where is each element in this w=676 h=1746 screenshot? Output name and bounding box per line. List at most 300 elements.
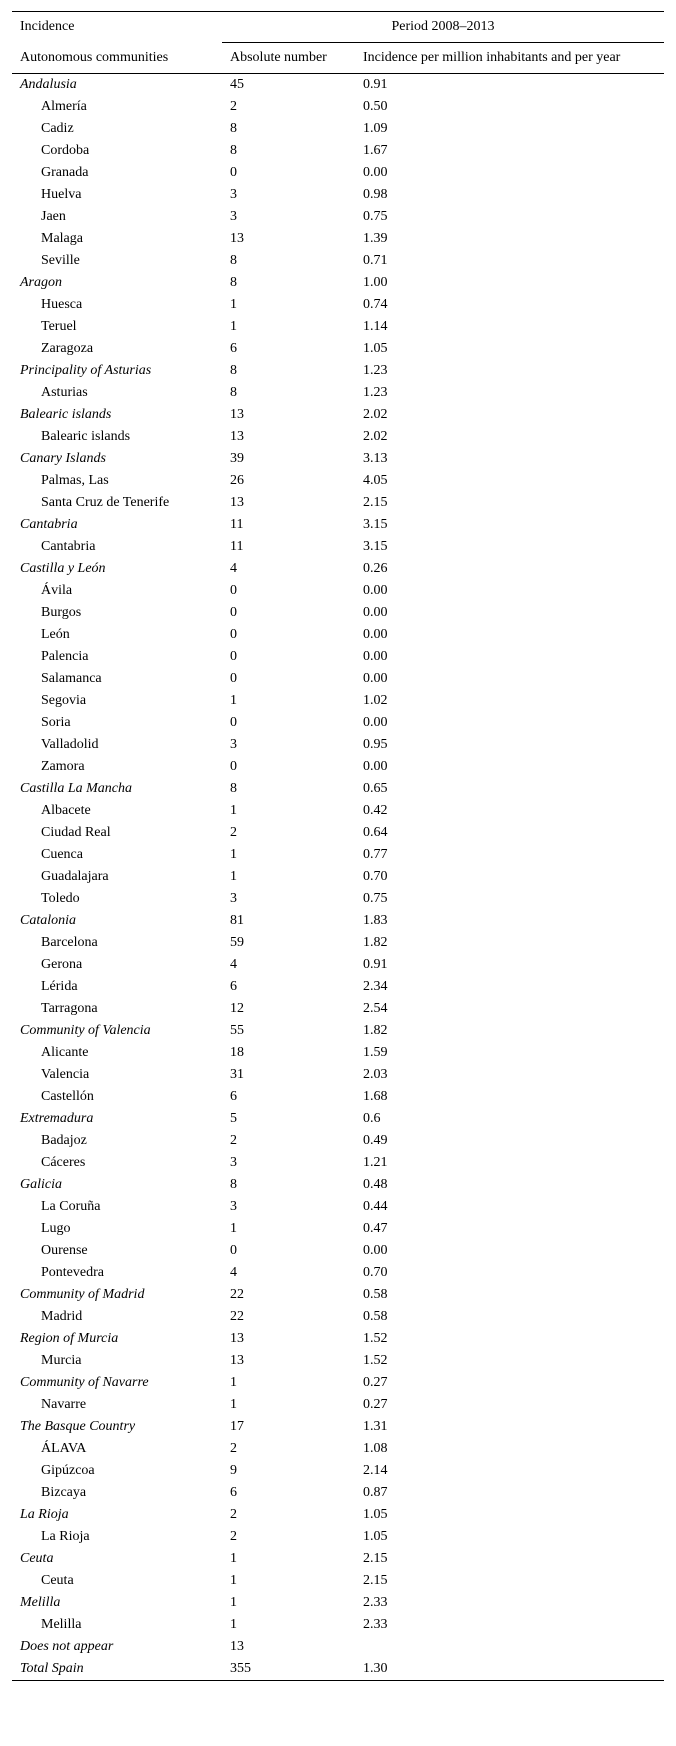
row-absolute-number: 1 bbox=[230, 693, 237, 708]
row-absolute-number: 1 bbox=[230, 1617, 237, 1632]
row-name: Teruel bbox=[41, 319, 77, 334]
row-incidence: 0.00 bbox=[363, 1243, 388, 1258]
row-name: Palencia bbox=[41, 649, 89, 664]
row-absolute-number: 0 bbox=[230, 627, 237, 642]
region-row bbox=[12, 404, 664, 426]
row-incidence: 0.00 bbox=[363, 759, 388, 774]
row-absolute-number: 31 bbox=[230, 1067, 244, 1082]
row-incidence: 1.09 bbox=[363, 121, 388, 136]
row-absolute-number: 55 bbox=[230, 1023, 244, 1038]
row-incidence: 3.13 bbox=[363, 451, 388, 466]
incidence-table-container bbox=[12, 11, 664, 1681]
row-incidence: 0.00 bbox=[363, 583, 388, 598]
row-absolute-number: 8 bbox=[230, 121, 237, 136]
region-row bbox=[12, 1592, 664, 1614]
row-name: Almería bbox=[41, 99, 87, 114]
province-row bbox=[12, 316, 664, 338]
row-name: Guadalajara bbox=[41, 869, 109, 884]
row-absolute-number: 0 bbox=[230, 583, 237, 598]
row-name: Albacete bbox=[41, 803, 91, 818]
row-absolute-number: 3 bbox=[230, 187, 237, 202]
province-row bbox=[12, 756, 664, 778]
row-absolute-number: 13 bbox=[230, 407, 244, 422]
row-absolute-number: 8 bbox=[230, 363, 237, 378]
province-row bbox=[12, 734, 664, 756]
row-absolute-number: 4 bbox=[230, 1265, 237, 1280]
row-incidence: 4.05 bbox=[363, 473, 388, 488]
row-name: Badajoz bbox=[41, 1133, 87, 1148]
row-incidence: 0.65 bbox=[363, 781, 388, 796]
row-name: Castilla y León bbox=[20, 561, 106, 576]
row-name: Community of Navarre bbox=[20, 1375, 149, 1390]
row-incidence: 1.23 bbox=[363, 385, 388, 400]
row-absolute-number: 1 bbox=[230, 847, 237, 862]
province-row bbox=[12, 184, 664, 206]
row-name: Ourense bbox=[41, 1243, 88, 1258]
header-absolute-number: Absolute number bbox=[222, 43, 355, 74]
row-incidence: 2.15 bbox=[363, 1551, 388, 1566]
row-absolute-number: 13 bbox=[230, 495, 244, 510]
row-name: Region of Murcia bbox=[20, 1331, 119, 1346]
header-row-top bbox=[12, 12, 664, 43]
row-name: Murcia bbox=[41, 1353, 82, 1368]
row-absolute-number: 1 bbox=[230, 1551, 237, 1566]
row-incidence: 0.95 bbox=[363, 737, 388, 752]
row-incidence: 0.64 bbox=[363, 825, 388, 840]
row-absolute-number: 2 bbox=[230, 99, 237, 114]
row-incidence: 2.15 bbox=[363, 495, 388, 510]
region-row bbox=[12, 272, 664, 294]
row-incidence: 2.15 bbox=[363, 1573, 388, 1588]
row-incidence: 0.47 bbox=[363, 1221, 388, 1236]
province-row bbox=[12, 1064, 664, 1086]
row-incidence: 1.05 bbox=[363, 1507, 388, 1522]
row-name: Valencia bbox=[41, 1067, 90, 1082]
province-row bbox=[12, 690, 664, 712]
province-row bbox=[12, 976, 664, 998]
row-incidence: 2.03 bbox=[363, 1067, 388, 1082]
row-absolute-number: 0 bbox=[230, 649, 237, 664]
province-row bbox=[12, 1042, 664, 1064]
row-absolute-number: 1 bbox=[230, 297, 237, 312]
province-row bbox=[12, 1218, 664, 1240]
row-name: Seville bbox=[41, 253, 80, 268]
row-name: Valladolid bbox=[41, 737, 99, 752]
row-name: Melilla bbox=[20, 1595, 61, 1610]
region-row bbox=[12, 1328, 664, 1350]
province-row bbox=[12, 1306, 664, 1328]
region-row bbox=[12, 1284, 664, 1306]
row-name: Navarre bbox=[41, 1397, 87, 1412]
row-name: Huelva bbox=[41, 187, 82, 202]
row-name: La Rioja bbox=[41, 1529, 90, 1544]
row-absolute-number: 13 bbox=[230, 429, 244, 444]
row-absolute-number: 8 bbox=[230, 275, 237, 290]
row-absolute-number: 2 bbox=[230, 1441, 237, 1456]
row-absolute-number: 8 bbox=[230, 253, 237, 268]
row-absolute-number: 3 bbox=[230, 737, 237, 752]
province-row bbox=[12, 338, 664, 360]
region-row bbox=[12, 1372, 664, 1394]
row-incidence: 2.02 bbox=[363, 429, 388, 444]
region-row bbox=[12, 1108, 664, 1130]
row-name: Cantabria bbox=[20, 517, 78, 532]
row-absolute-number: 3 bbox=[230, 891, 237, 906]
row-absolute-number: 2 bbox=[230, 1529, 237, 1544]
row-name: Gerona bbox=[41, 957, 83, 972]
row-absolute-number: 0 bbox=[230, 165, 237, 180]
row-name: Burgos bbox=[41, 605, 82, 620]
row-name: Community of Valencia bbox=[20, 1023, 151, 1038]
row-absolute-number: 1 bbox=[230, 1573, 237, 1588]
province-row bbox=[12, 96, 664, 118]
row-name: Galicia bbox=[20, 1177, 62, 1192]
row-name: Gipúzcoa bbox=[41, 1463, 95, 1478]
province-row bbox=[12, 1438, 664, 1460]
region-row bbox=[12, 558, 664, 580]
row-absolute-number: 3 bbox=[230, 1199, 237, 1214]
row-incidence: 0.00 bbox=[363, 671, 388, 686]
row-name: Ceuta bbox=[41, 1573, 74, 1588]
region-row bbox=[12, 1658, 664, 1681]
province-row bbox=[12, 1350, 664, 1372]
row-incidence: 0.71 bbox=[363, 253, 388, 268]
row-absolute-number: 1 bbox=[230, 803, 237, 818]
row-incidence: 0.70 bbox=[363, 869, 388, 884]
row-incidence: 1.82 bbox=[363, 935, 388, 950]
row-absolute-number: 13 bbox=[230, 1639, 244, 1654]
row-incidence: 3.15 bbox=[363, 539, 388, 554]
row-incidence: 1.21 bbox=[363, 1155, 388, 1170]
row-incidence: 0.74 bbox=[363, 297, 388, 312]
row-name: Tarragona bbox=[41, 1001, 98, 1016]
row-absolute-number: 1 bbox=[230, 1375, 237, 1390]
row-name: La Coruña bbox=[41, 1199, 101, 1214]
row-absolute-number: 1 bbox=[230, 319, 237, 334]
row-incidence: 2.33 bbox=[363, 1595, 388, 1610]
province-row bbox=[12, 470, 664, 492]
province-row bbox=[12, 228, 664, 250]
row-name: Zaragoza bbox=[41, 341, 94, 356]
province-row bbox=[12, 822, 664, 844]
row-incidence: 2.34 bbox=[363, 979, 388, 994]
row-incidence: 0.58 bbox=[363, 1309, 388, 1324]
row-incidence: 0.91 bbox=[355, 74, 664, 97]
row-incidence: 2.54 bbox=[363, 1001, 388, 1016]
row-name: Aragon bbox=[20, 275, 62, 290]
row-name: Castilla La Mancha bbox=[20, 781, 133, 796]
row-absolute-number: 1 bbox=[230, 1221, 237, 1236]
row-name: Granada bbox=[41, 165, 89, 180]
row-incidence: 0.44 bbox=[363, 1199, 388, 1214]
province-row bbox=[12, 624, 664, 646]
province-row bbox=[12, 998, 664, 1020]
region-row bbox=[12, 514, 664, 536]
row-name: Ávila bbox=[41, 583, 73, 598]
row-incidence: 0.50 bbox=[363, 99, 388, 114]
row-name: Catalonia bbox=[20, 913, 77, 928]
province-row bbox=[12, 1196, 664, 1218]
row-name: Madrid bbox=[41, 1309, 83, 1324]
row-absolute-number: 6 bbox=[230, 1485, 237, 1500]
province-row bbox=[12, 206, 664, 228]
province-row bbox=[12, 1394, 664, 1416]
province-row bbox=[12, 1086, 664, 1108]
row-absolute-number: 17 bbox=[230, 1419, 244, 1434]
row-name: Andalusia bbox=[12, 74, 222, 97]
province-row bbox=[12, 1130, 664, 1152]
row-absolute-number: 8 bbox=[230, 1177, 237, 1192]
row-name: Bizcaya bbox=[41, 1485, 87, 1500]
row-absolute-number: 26 bbox=[230, 473, 244, 488]
row-name: Castellón bbox=[41, 1089, 94, 1104]
row-incidence: 0.00 bbox=[363, 649, 388, 664]
row-name: Pontevedra bbox=[41, 1265, 104, 1280]
row-incidence: 0.27 bbox=[363, 1375, 388, 1390]
row-incidence: 0.00 bbox=[363, 165, 388, 180]
table-body bbox=[12, 74, 664, 1681]
row-incidence: 1.05 bbox=[363, 1529, 388, 1544]
province-row bbox=[12, 712, 664, 734]
header-period: Period 2008–2013 bbox=[222, 12, 664, 43]
province-row bbox=[12, 382, 664, 404]
province-row bbox=[12, 1526, 664, 1548]
header-incidence: Incidence bbox=[12, 12, 222, 43]
header-incidence-per-million: Incidence per million inhabitants and per year bbox=[355, 43, 664, 74]
province-row bbox=[12, 668, 664, 690]
row-incidence: 3.15 bbox=[363, 517, 388, 532]
row-name: Canary Islands bbox=[20, 451, 106, 466]
row-name: Segovia bbox=[41, 693, 87, 708]
row-absolute-number: 0 bbox=[230, 759, 237, 774]
row-absolute-number: 6 bbox=[230, 979, 237, 994]
row-incidence: 0.49 bbox=[363, 1133, 388, 1148]
row-absolute-number: 59 bbox=[230, 935, 244, 950]
row-incidence: 1.31 bbox=[363, 1419, 388, 1434]
row-name: Santa Cruz de Tenerife bbox=[41, 495, 170, 510]
row-name: Balearic islands bbox=[41, 429, 131, 444]
row-incidence: 0.75 bbox=[363, 209, 388, 224]
province-row bbox=[12, 800, 664, 822]
row-absolute-number: 2 bbox=[230, 1507, 237, 1522]
row-name: Alicante bbox=[41, 1045, 89, 1060]
province-row bbox=[12, 888, 664, 910]
region-row bbox=[12, 1174, 664, 1196]
row-absolute-number: 0 bbox=[230, 715, 237, 730]
row-incidence: 0.42 bbox=[363, 803, 388, 818]
row-absolute-number: 13 bbox=[230, 1331, 244, 1346]
row-absolute-number: 1 bbox=[230, 1595, 237, 1610]
row-incidence: 1.23 bbox=[363, 363, 388, 378]
row-absolute-number: 39 bbox=[230, 451, 244, 466]
row-absolute-number: 45 bbox=[222, 74, 355, 97]
row-absolute-number: 0 bbox=[230, 605, 237, 620]
row-incidence: 0.58 bbox=[363, 1287, 388, 1302]
row-name: Zamora bbox=[41, 759, 85, 774]
row-name: ÁLAVA bbox=[41, 1441, 87, 1456]
row-name: Toledo bbox=[41, 891, 80, 906]
row-incidence: 0.48 bbox=[363, 1177, 388, 1192]
row-absolute-number: 8 bbox=[230, 143, 237, 158]
province-row bbox=[12, 1482, 664, 1504]
row-incidence: 1.00 bbox=[363, 275, 388, 290]
row-name: Cadiz bbox=[41, 121, 74, 136]
row-absolute-number: 1 bbox=[230, 869, 237, 884]
region-row bbox=[12, 778, 664, 800]
row-name: Does not appear bbox=[20, 1639, 114, 1654]
province-row bbox=[12, 492, 664, 514]
row-incidence: 0.70 bbox=[363, 1265, 388, 1280]
province-row bbox=[12, 1152, 664, 1174]
province-row bbox=[12, 162, 664, 184]
row-name: The Basque Country bbox=[20, 1419, 136, 1434]
row-absolute-number: 13 bbox=[230, 1353, 244, 1368]
province-row bbox=[12, 1570, 664, 1592]
row-absolute-number: 12 bbox=[230, 1001, 244, 1016]
row-name: Salamanca bbox=[41, 671, 102, 686]
row-name: Community of Madrid bbox=[20, 1287, 145, 1302]
row-absolute-number: 3 bbox=[230, 1155, 237, 1170]
header-autonomous-communities: Autonomous communities bbox=[20, 49, 169, 65]
row-name: Balearic islands bbox=[20, 407, 112, 422]
row-incidence: 1.39 bbox=[363, 231, 388, 246]
row-incidence: 0.27 bbox=[363, 1397, 388, 1412]
region-row bbox=[12, 360, 664, 382]
row-name: Ceuta bbox=[20, 1551, 54, 1566]
row-incidence: 0.26 bbox=[363, 561, 388, 576]
province-row bbox=[12, 250, 664, 272]
row-name: Lugo bbox=[41, 1221, 71, 1236]
row-absolute-number: 0 bbox=[230, 1243, 237, 1258]
row-name: Lérida bbox=[41, 979, 78, 994]
row-incidence: 1.68 bbox=[363, 1089, 388, 1104]
row-absolute-number: 11 bbox=[230, 539, 244, 554]
row-absolute-number: 355 bbox=[222, 1658, 355, 1681]
row-absolute-number: 81 bbox=[230, 913, 244, 928]
row-incidence: 1.67 bbox=[363, 143, 388, 158]
row-name: Melilla bbox=[41, 1617, 82, 1632]
province-row bbox=[12, 294, 664, 316]
region-row bbox=[12, 1020, 664, 1042]
region-row bbox=[12, 1416, 664, 1438]
row-absolute-number: 11 bbox=[230, 517, 244, 532]
header-row-columns bbox=[12, 43, 664, 74]
row-absolute-number: 6 bbox=[230, 1089, 237, 1104]
row-incidence: 1.83 bbox=[363, 913, 388, 928]
row-absolute-number: 2 bbox=[230, 825, 237, 840]
province-row bbox=[12, 118, 664, 140]
row-incidence: 0.00 bbox=[363, 715, 388, 730]
incidence-table bbox=[12, 11, 664, 1681]
row-name: Jaen bbox=[41, 209, 66, 224]
row-incidence bbox=[355, 1636, 664, 1658]
row-absolute-number: 4 bbox=[230, 957, 237, 972]
province-row bbox=[12, 602, 664, 624]
province-row bbox=[12, 1262, 664, 1284]
region-row bbox=[12, 1548, 664, 1570]
row-incidence: 1.52 bbox=[363, 1353, 388, 1368]
row-absolute-number: 6 bbox=[230, 341, 237, 356]
row-incidence: 0.00 bbox=[363, 627, 388, 642]
row-incidence: 1.52 bbox=[363, 1331, 388, 1346]
row-incidence: 0.75 bbox=[363, 891, 388, 906]
province-row bbox=[12, 580, 664, 602]
row-incidence: 1.05 bbox=[363, 341, 388, 356]
row-name: Principality of Asturias bbox=[20, 363, 152, 378]
row-name: Ciudad Real bbox=[41, 825, 111, 840]
row-incidence: 2.14 bbox=[363, 1463, 388, 1478]
province-row bbox=[12, 140, 664, 162]
row-incidence: 0.91 bbox=[363, 957, 388, 972]
row-incidence: 1.08 bbox=[363, 1441, 388, 1456]
row-absolute-number: 9 bbox=[230, 1463, 237, 1478]
row-name: León bbox=[41, 627, 70, 642]
row-absolute-number: 13 bbox=[230, 231, 244, 246]
row-incidence: 1.14 bbox=[363, 319, 388, 334]
row-name: Extremadura bbox=[20, 1111, 94, 1126]
row-name: Malaga bbox=[41, 231, 83, 246]
row-absolute-number: 18 bbox=[230, 1045, 244, 1060]
province-row bbox=[12, 954, 664, 976]
row-incidence: 1.02 bbox=[363, 693, 388, 708]
row-incidence: 0.98 bbox=[363, 187, 388, 202]
row-absolute-number: 22 bbox=[230, 1309, 244, 1324]
row-incidence: 2.33 bbox=[363, 1617, 388, 1632]
row-name: La Rioja bbox=[20, 1507, 69, 1522]
row-incidence: 0.77 bbox=[363, 847, 388, 862]
province-row bbox=[12, 1614, 664, 1636]
province-row bbox=[12, 932, 664, 954]
row-name: Total Spain bbox=[12, 1658, 222, 1681]
row-absolute-number: 0 bbox=[230, 671, 237, 686]
row-absolute-number: 2 bbox=[230, 1133, 237, 1148]
row-absolute-number: 3 bbox=[230, 209, 237, 224]
row-name: Cáceres bbox=[41, 1155, 86, 1170]
row-name: Asturias bbox=[41, 385, 88, 400]
row-incidence: 0.00 bbox=[363, 605, 388, 620]
table-header bbox=[12, 12, 664, 74]
region-row bbox=[12, 448, 664, 470]
row-incidence: 1.59 bbox=[363, 1045, 388, 1060]
province-row bbox=[12, 536, 664, 558]
row-absolute-number: 4 bbox=[230, 561, 237, 576]
row-incidence: 1.82 bbox=[363, 1023, 388, 1038]
row-incidence: 1.30 bbox=[355, 1658, 664, 1681]
region-row bbox=[12, 910, 664, 932]
row-absolute-number: 8 bbox=[230, 385, 237, 400]
province-row bbox=[12, 1240, 664, 1262]
region-row bbox=[12, 1504, 664, 1526]
province-row bbox=[12, 646, 664, 668]
row-name: Cordoba bbox=[41, 143, 90, 158]
region-row bbox=[12, 74, 664, 97]
province-row bbox=[12, 844, 664, 866]
row-name: Cantabria bbox=[41, 539, 96, 554]
row-absolute-number: 8 bbox=[230, 781, 237, 796]
row-absolute-number: 5 bbox=[230, 1111, 237, 1126]
row-incidence: 2.02 bbox=[363, 407, 388, 422]
row-name: Palmas, Las bbox=[41, 473, 109, 488]
row-incidence: 0.6 bbox=[363, 1111, 381, 1126]
province-row bbox=[12, 866, 664, 888]
province-row bbox=[12, 1460, 664, 1482]
province-row bbox=[12, 426, 664, 448]
row-absolute-number: 22 bbox=[230, 1287, 244, 1302]
row-name: Huesca bbox=[41, 297, 83, 312]
row-name: Soria bbox=[41, 715, 71, 730]
row-name: Cuenca bbox=[41, 847, 83, 862]
row-incidence: 0.87 bbox=[363, 1485, 388, 1500]
